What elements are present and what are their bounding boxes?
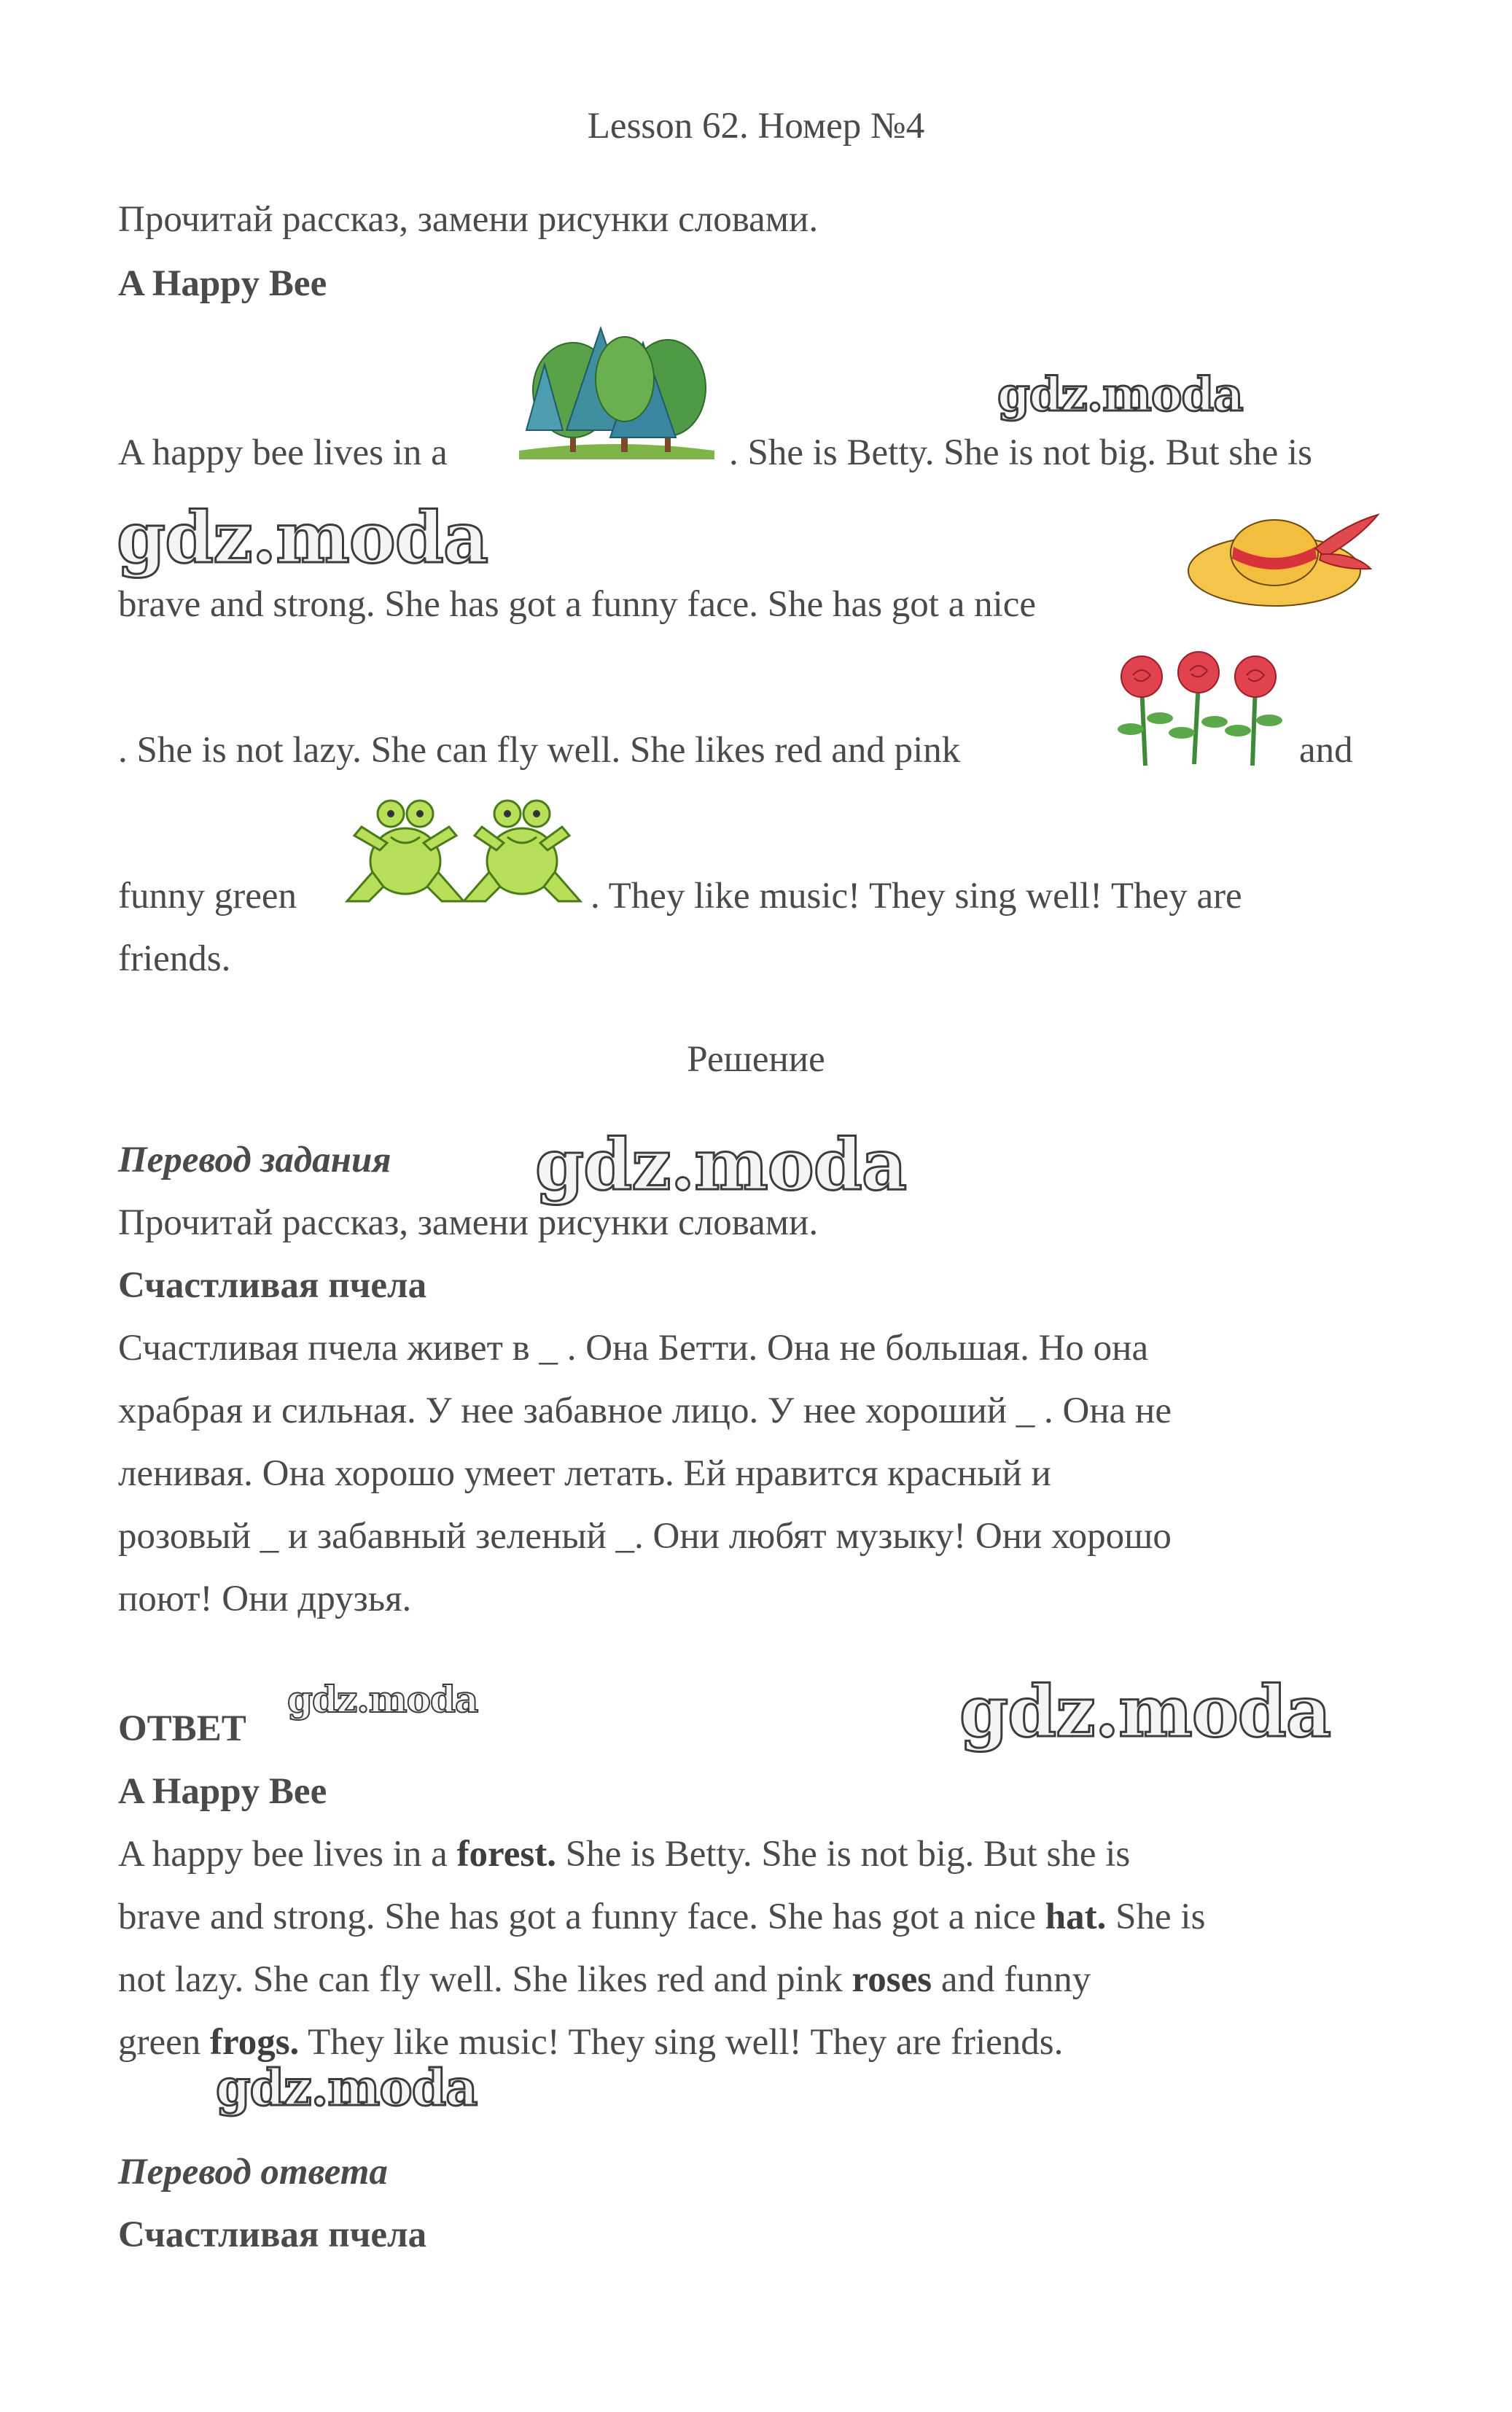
translation-instruction: Прочитай рассказ, замени рисунки словами. (118, 1202, 819, 1243)
watermark: gdz.moda (117, 497, 488, 579)
translation-line-2: храбрая и сильная. У нее забавное лицо. У нее хороший _ . Она не (118, 1390, 1172, 1431)
answer-word-hat: hat. (1045, 1896, 1107, 1937)
page-title: Lesson 62. Номер №4 (587, 106, 925, 147)
frogs-picture (340, 792, 588, 916)
translation-line-5: поют! Они друзья. (118, 1579, 412, 1619)
solution-heading: Решение (687, 1039, 825, 1080)
watermark: gdz.moda (287, 1678, 478, 1721)
story-line-1a: A happy bee lives in a (118, 432, 448, 473)
hat-picture (1187, 502, 1384, 611)
story-line-2: brave and strong. She has got a funny face. She has got a nice (118, 584, 1037, 625)
watermark: gdz.moda (535, 1124, 907, 1206)
story-line-5: friends. (118, 938, 231, 979)
task-instruction: Прочитай рассказ, замени рисунки словами. (118, 199, 819, 240)
story-line-4a: funny green (118, 876, 297, 917)
answer-line-2: brave and strong. She has got a funny face. She has got a nice hat. She is (118, 1896, 1206, 1937)
watermark: gdz.moda (216, 2059, 478, 2117)
answer-word-forest: forest. (456, 1834, 556, 1875)
watermark: gdz.moda (997, 367, 1243, 422)
answer-translation-title: Счастливая пчела (118, 2214, 427, 2255)
answer-line-1: A happy bee lives in a forest. She is Betty. She is not big. But she is (118, 1834, 1131, 1875)
answer-line-3: not lazy. She can fly well. She likes red and pink roses and funny (118, 1959, 1091, 2000)
story-line-4b: . They like music! They sing well! They are (591, 876, 1242, 917)
answer-translation-label: Перевод ответа (118, 2152, 388, 2193)
roses-picture (1112, 649, 1285, 771)
translation-label: Перевод задания (118, 1140, 391, 1180)
forest-picture (519, 321, 714, 459)
translation-line-4: розовый _ и забавный зеленый _. Они любят музыку! Они хорошо (118, 1516, 1172, 1557)
answer-label: ОТВЕТ (118, 1708, 246, 1749)
answer-line-4: green frogs. They like music! They sing well! They are friends. (118, 2022, 1064, 2063)
story-line-3a: . She is not lazy. She can fly well. She likes red and pink (118, 730, 961, 771)
story-line-1b: . She is Betty. She is not big. But she is (729, 432, 1312, 473)
translation-line-1: Счастливая пчела живет в _ . Она Бетти. Она не большая. Но она (118, 1328, 1149, 1369)
story-line-3b: and (1299, 730, 1353, 771)
answer-word-roses: roses (852, 1959, 932, 2000)
watermark: gdz.moda (959, 1670, 1331, 1753)
translation-title: Счастливая пчела (118, 1265, 427, 1306)
answer-word-frogs: frogs. (210, 2022, 300, 2063)
answer-story-title: A Happy Bee (118, 1771, 327, 1812)
translation-line-3: ленивая. Она хорошо умеет летать. Ей нравится красный и (118, 1453, 1051, 1494)
story-title: A Happy Bee (118, 263, 327, 304)
